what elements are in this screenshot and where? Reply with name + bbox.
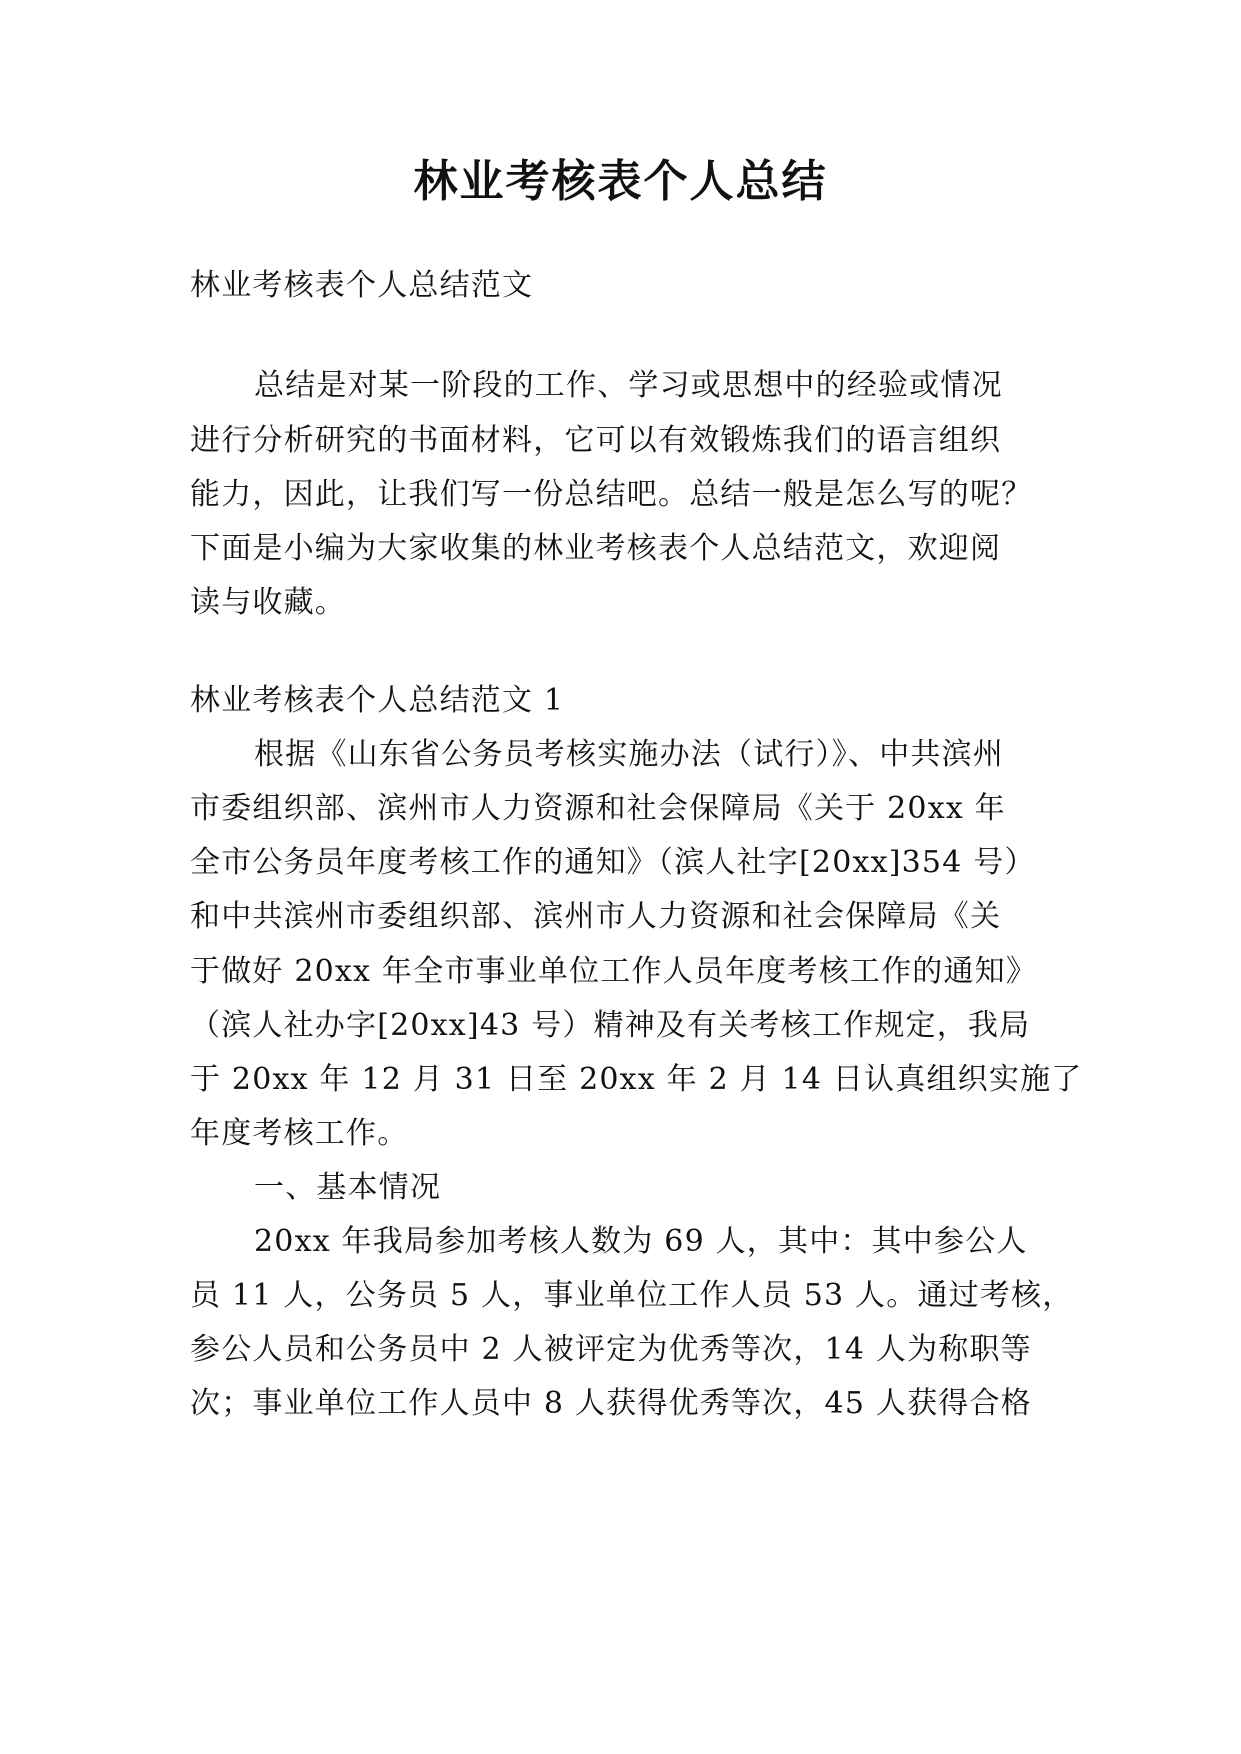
paragraph-line: 次；事业单位工作人员中 8 人获得优秀等次，45 人获得合格: [190, 1386, 1032, 1421]
paragraph-line: 参公人员和公务员中 2 人被评定为优秀等次，14 人为称职等: [190, 1332, 1032, 1367]
paragraph-line: 于做好 20xx 年全市事业单位工作人员年度考核工作的通知》: [190, 954, 1038, 989]
intro-line: 总结是对某一阶段的工作、学习或思想中的经验或情况: [254, 368, 1003, 403]
paragraph-line: （滨人社办字[20xx]43 号）精神及有关考核工作规定，我局: [190, 1008, 1031, 1043]
paragraph-line: 于 20xx 年 12 月 31 日至 20xx 年 2 月 14 日认真组织实施了: [190, 1062, 1083, 1097]
paragraph-line: 员 11 人，公务员 5 人，事业单位工作人员 53 人。通过考核，: [190, 1278, 1074, 1313]
paragraph-line: 根据《山东省公务员考核实施办法（试行）》、中共滨州: [254, 737, 1004, 772]
intro-line: 下面是小编为大家收集的林业考核表个人总结范文，欢迎阅: [190, 531, 1002, 566]
paragraph-line: 市委组织部、滨州市人力资源和社会保障局《关于 20xx 年: [190, 791, 1006, 826]
intro-line: 进行分析研究的书面材料，它可以有效锻炼我们的语言组织: [190, 423, 1002, 458]
subheading: 一、基本情况: [254, 1170, 442, 1205]
section-heading: 林业考核表个人总结范文 1: [190, 683, 565, 718]
intro-line: 读与收藏。: [190, 585, 346, 620]
document-title: 林业考核表个人总结: [413, 156, 828, 207]
paragraph-line: 20xx 年我局参加考核人数为 69 人，其中：其中参公人: [254, 1224, 1028, 1259]
paragraph-line: 和中共滨州市委组织部、滨州市人力资源和社会保障局《关: [190, 899, 1002, 934]
document-subtitle: 林业考核表个人总结范文: [190, 268, 534, 303]
paragraph-line: 全市公务员年度考核工作的通知》（滨人社字[20xx]354 号）: [190, 845, 1036, 880]
paragraph-line: 年度考核工作。: [190, 1116, 409, 1151]
intro-line: 能力，因此，让我们写一份总结吧。总结一般是怎么写的呢？: [190, 477, 1033, 512]
